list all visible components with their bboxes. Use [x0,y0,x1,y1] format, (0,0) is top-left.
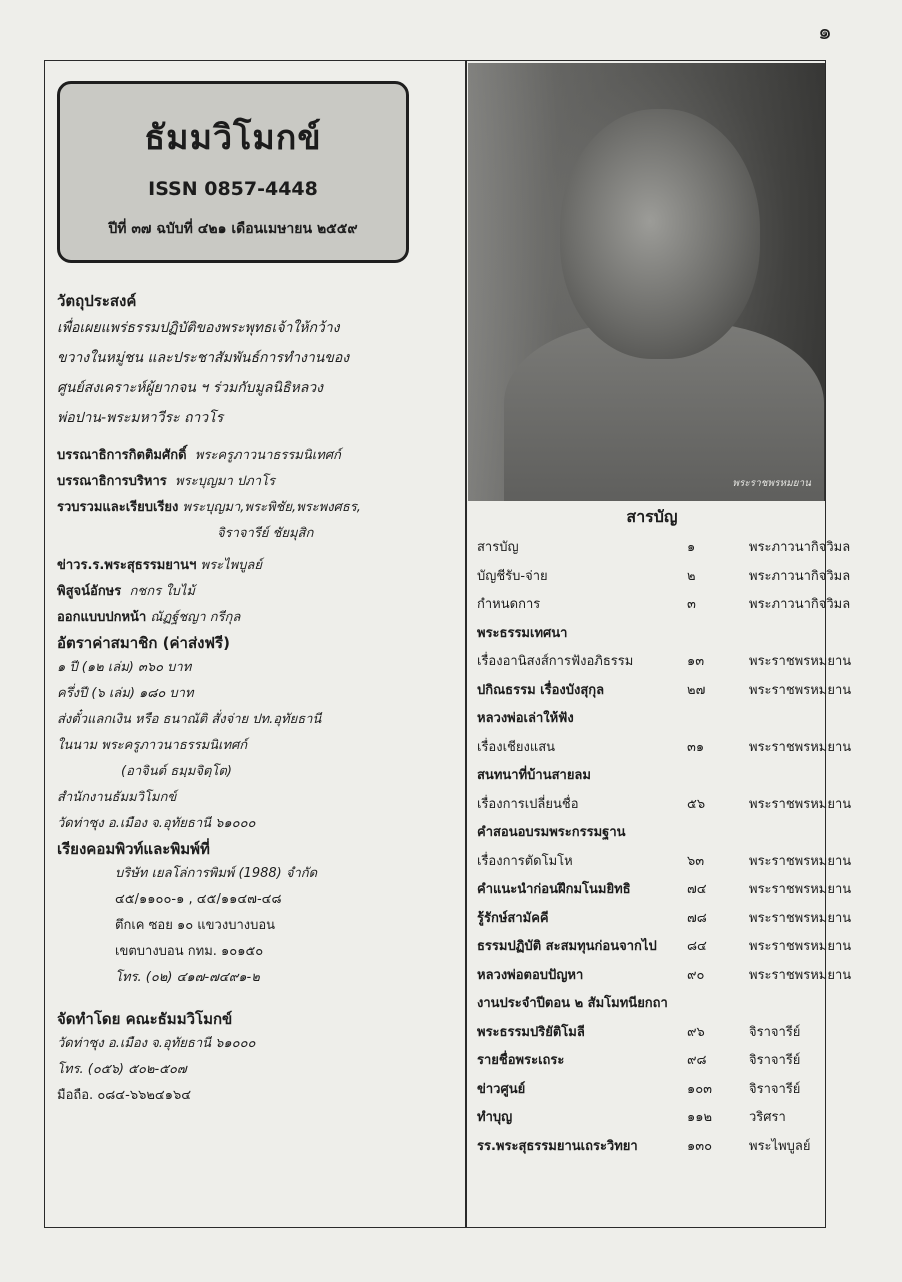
toc-entry-title: เรื่องอานิสงส์การฟังอภิธรรม [477,654,634,669]
publisher-tel: โทร. (๐๕๖) ๕๐๒-๕๐๗ [57,1062,187,1077]
toc-entry-page: ๒ [687,568,696,584]
toc-entry-author: พระราชพรหมยาน [749,939,852,954]
toc-entry-title: รู้รักษ์สามัคคี [477,910,549,926]
table-of-contents [477,505,852,1161]
toc-row [477,819,827,848]
publisher-heading: จัดทำโดย คณะธัมมวิโมกข์ [57,1010,233,1028]
toc-entry-title: บัญชีรับ-จ่าย [477,568,548,584]
toc-entry-page: ๑๑๒ [687,1110,713,1125]
objective-line: พ่อปาน-พระมหาวีระ ถาวโร [57,410,224,426]
issue-info: ปีที่ ๓๗ ฉบับที่ ๔๒๑ เดือนเมษายน ๒๕๕๙ [108,221,358,237]
portrait-signature: พระราชพรหมยาน [732,478,811,489]
toc-row [477,563,851,592]
toc-entry-author: พระราชพรหมยาน [749,739,852,755]
masthead-box [57,81,409,263]
toc-row [477,734,852,763]
subscription-half: ครึ่งปี (๖ เล่ม) ๑๘๐ บาท [57,686,194,701]
toc-entry-title: ธรรมปฏิบัติ สะสมทุนก่อนจากไป [477,939,657,954]
page-number: ๑ [818,20,832,45]
toc-entry-author: พระราชพรหมยาน [749,853,852,869]
objective-line: ศูนย์สงเคราะห์ผู้ยากจน ฯ ร่วมกับมูลนิธิหลวง [57,380,323,396]
toc-row [477,962,852,991]
toc-row [477,1104,827,1133]
toc-row [477,876,852,905]
staff-line: บรรณาธิการบริหาร พระบุญมา ปภาโร [57,474,275,489]
objective-line: เพื่อเผยแพร่ธรรมปฏิบัติของพระพุทธเจ้าให้กว้าง [57,320,340,336]
toc-entry-title: หลวงพ่อตอบปัญหา [477,967,584,983]
toc-entry-title: ปกิณธรรม เรื่องบังสุกุล [477,682,605,698]
toc-entry-page: ๓๑ [687,739,705,755]
payment-line: ในนาม พระครูภาวนาธรรมนิเทศก์ [57,738,248,753]
staff-line: จิราจารีย์ ชัยมุสิก [217,526,314,541]
toc-entry-page: ๑๓๐ [687,1138,713,1154]
toc-entry-author: จิราจารีย์ [749,1081,801,1097]
toc-entry-page: ๖๓ [687,853,705,869]
toc-entry-title: หลวงพ่อเล่าให้ฟัง [477,711,574,726]
page-frame [44,60,852,1228]
toc-entry-page: ๓ [687,597,696,612]
toc-entry-page: ๑๐๓ [687,1081,713,1097]
column-divider [465,61,467,1227]
toc-entry-title: ข่าวศูนย์ [477,1081,526,1097]
toc-entry-author: พระไพบูลย์ [749,1138,811,1154]
toc-entry-title: รร.พระสุธรรมยานเถระวิทยา [477,1138,638,1154]
toc-entry-title: เรื่องเชียงแสน [477,739,556,755]
objective-line: ขวางในหมู่ชน และประชาสัมพันธ์การทำงานของ [57,350,350,366]
toc-row [477,990,827,1019]
printer-company: บริษัท เยลโล่การพิมพ์ (1988) จำกัด [115,866,318,881]
toc-entry-title: พระธรรมปริยัติโมลี [477,1024,585,1040]
toc-row [477,933,852,962]
staff-line: ออกแบบปกหน้า ณัฏฐ์ชญา กรีกุล [57,610,241,625]
toc-entry-author: จิราจารีย์ [749,1053,801,1068]
toc-entry-title: สนทนาที่บ้านสายลม [477,768,591,783]
toc-entry-title: คำสอนอบรมพระกรรมฐาน [477,825,626,840]
staff-line: ข่าวร.ร.พระสุธรรมยานฯ พระไพบูลย์ [57,558,262,573]
publisher-mobile: มือถือ. ๐๘๔-๖๖๒๔๑๖๔ [57,1088,192,1103]
printer-address: ๔๕/๑๑๐๐-๑ , ๔๕/๑๑๔๗-๔๘ [115,892,282,907]
toc-row [477,648,852,677]
payment-line: ส่งตั๋วแลกเงิน หรือ ธนาณัติ สั่งจ่าย ปท.อุทัยธานี [57,712,322,727]
printer-tel: โทร. (๐๒) ๔๑๗-๗๔๙๑-๒ [115,970,260,985]
publisher-address: วัดท่าซุง อ.เมือง จ.อุทัยธานี ๖๑๐๐๐ [57,1036,256,1051]
office-name: สำนักงานธัมมวิโมกข์ [57,790,177,805]
toc-entry-author: พระภาวนากิจวิมล [749,540,851,555]
office-address: วัดท่าซุง อ.เมือง จ.อุทัยธานี ๖๑๐๐๐ [57,816,256,831]
staff-line: พิสูจน์อักษร กชกร ใบไม้ [57,584,195,599]
toc-entry-page: ๕๖ [687,796,706,812]
toc-entry-title: พระธรรมเทศนา [477,625,568,641]
objective-heading: วัตถุประสงค์ [57,292,137,310]
toc-row [477,677,852,706]
toc-row [477,791,852,820]
printing-heading: เรียงคอมพิวท์และพิมพ์ที่ [57,840,210,858]
staff-line: บรรณาธิการกิตติมศักดิ์ พระครูภาวนาธรรมนิเทศก์ [57,448,341,463]
toc-entry-author: พระราชพรหมยาน [749,967,852,983]
toc-row [477,620,827,649]
toc-entry-author: พระภาวนากิจวิมล [749,597,851,612]
toc-entry-author: พระราชพรหมยาน [749,796,852,812]
toc-row [477,905,852,934]
portrait-head-shape [560,109,760,359]
toc-entry-title: คำแนะนำก่อนฝึกมโนมยิทธิ [477,882,631,897]
monk-portrait [468,63,825,501]
toc-row [477,591,851,620]
colophon [57,289,457,1109]
toc-row [477,762,827,791]
printer-address: เขตบางบอน กทม. ๑๐๑๕๐ [115,944,264,959]
toc-entry-page: ๑ [687,540,696,555]
toc-entry-author: พระภาวนากิจวิมล [749,568,851,584]
toc-row [477,705,827,734]
toc-entry-title: เรื่องการเปลี่ยนชื่อ [477,796,579,812]
toc-row [477,1047,827,1076]
toc-row [477,1076,827,1105]
toc-entry-page: ๗๔ [687,882,707,897]
toc-entry-page: ๑๓ [687,654,705,669]
toc-entry-page: ๒๗ [687,682,706,698]
toc-entry-page: ๙๖ [687,1024,705,1040]
toc-entry-page: ๗๘ [687,910,707,926]
magazine-title: ธัมมวิโมกข์ [144,118,322,158]
toc-row [477,1133,827,1162]
toc-row [477,534,851,563]
toc-entry-title: เรื่องการตัดโมโห [477,853,573,869]
toc-entry-title: ทำบุญ [477,1110,513,1125]
subscription-heading: อัตราค่าสมาชิก (ค่าส่งฟรี) [57,634,230,652]
toc-entry-author: จิราจารีย์ [749,1024,801,1040]
toc-entry-title: สารบัญ [477,540,519,555]
staff-line: รวบรวมและเรียบเรียง พระบุญมา,พระพิชัย,พระพงศธร, [57,500,361,515]
toc-entry-author: วริศรา [749,1110,786,1125]
toc-entry-author: พระราชพรหมยาน [749,654,852,669]
toc-entry-page: ๘๔ [687,939,707,954]
toc-row [477,1019,827,1048]
toc-entry-title: กำหนดการ [477,597,541,612]
toc-entry-title: งานประจำปีตอน ๒ สัมโมทนียกถา [477,996,668,1011]
subscription-year: ๑ ปี (๑๒ เล่ม) ๓๖๐ บาท [57,660,192,675]
toc-entry-page: ๙๐ [687,967,705,983]
printer-address: ตึกเค ซอย ๑๐ แขวงบางบอน [115,918,276,933]
toc-title: สารบัญ [626,507,678,526]
toc-row [477,848,852,877]
toc-entry-page: ๙๘ [687,1053,707,1068]
payment-line: (อาจินต์ ธมฺมจิตฺโต) [121,764,232,779]
toc-entry-author: พระราชพรหมยาน [749,882,852,897]
issn: ISSN 0857-4448 [148,178,318,200]
toc-entry-author: พระราชพรหมยาน [749,910,852,926]
toc-entry-title: รายชื่อพระเถระ [477,1053,565,1068]
toc-entry-author: พระราชพรหมยาน [749,682,852,698]
